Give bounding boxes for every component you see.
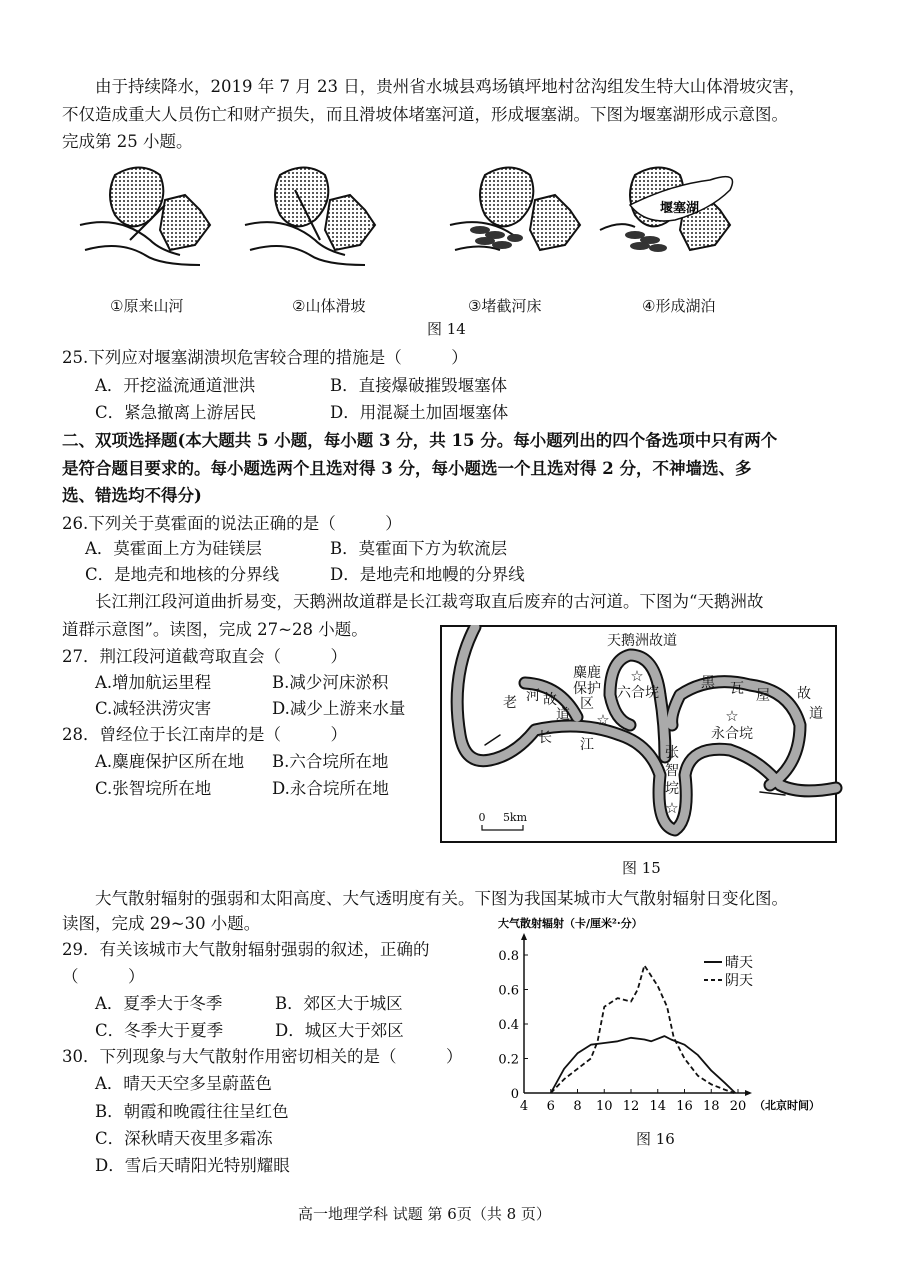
scale-bar-label: 0	[478, 811, 486, 824]
map-label: 故	[543, 692, 557, 708]
intro-27-line: 道群示意图”。读图，完成 27~28 小题。	[62, 620, 368, 639]
panel-blocked-riverbed	[450, 168, 580, 251]
q26-option-a[interactable]: A．莫霍面上方为硅镁层	[85, 539, 262, 558]
q28-option-a[interactable]: A.麋鹿保护区所在地	[95, 752, 245, 771]
chart-legend	[704, 955, 753, 989]
q30-option-d[interactable]: D．雪后天晴阳光特别耀眼	[95, 1156, 290, 1175]
map-label: 长	[538, 730, 552, 746]
fig14-panel-label: ④形成湖泊	[642, 297, 716, 315]
intro-25-line: 完成第 25 小题。	[62, 132, 193, 151]
chart-ylabel: 大气散射辐射（卡/厘米²·分）	[498, 917, 643, 930]
fig14-panel-label: ①原来山河	[110, 297, 184, 315]
intro-29-line: 读图，完成 29~30 小题。	[62, 914, 261, 933]
q29-option-b[interactable]: B．郊区大于城区	[275, 994, 403, 1013]
star-icon: ☆	[665, 799, 679, 817]
y-tick-label: 0.8	[498, 949, 519, 964]
q25-option-d[interactable]: D．用混凝土加固堰塞体	[330, 403, 509, 422]
figure-15-map	[440, 625, 860, 845]
q25-option-c[interactable]: C．紧急撤离上游居民	[95, 403, 257, 422]
map-label: 保护	[573, 681, 601, 697]
q28-stem: 28．曾经位于长江南岸的是（ ）	[62, 725, 347, 744]
q25-option-a[interactable]: A．开挖溢流通道泄洪	[95, 376, 256, 395]
q30-option-c[interactable]: C．深秋晴天夜里多霜冻	[95, 1129, 273, 1148]
section-2-header: 选、错选均不得分)	[62, 486, 202, 505]
map-label: 道	[556, 707, 570, 723]
x-tick-label: 8	[573, 1099, 582, 1114]
q25-option-b[interactable]: B．直接爆破摧毁堰塞体	[330, 376, 508, 395]
q26-stem: 26.下列关于莫霍面的说法正确的是（ ）	[62, 514, 402, 533]
map-title: 天鹅洲故道	[607, 633, 677, 649]
x-tick-label: 4	[519, 1099, 529, 1114]
panel-original-river	[80, 168, 210, 266]
panel-landslide	[245, 168, 375, 266]
map-label: 江	[580, 737, 594, 753]
q26-option-b[interactable]: B．莫霍面下方为软流层	[330, 539, 508, 558]
q26-option-c[interactable]: C．是地壳和地核的分界线	[85, 565, 280, 584]
q27-stem: 27．荆江段河道截弯取直会（ ）	[62, 647, 347, 666]
panel-lake-formed	[600, 168, 733, 253]
fig15-caption: 图 15	[622, 859, 661, 877]
x-axis-arrow	[745, 1090, 752, 1096]
q29-stem: 29．有关该城市大气散射辐射强弱的叙述，正确的	[62, 940, 430, 959]
fig14-panel-label: ③堵截河床	[468, 297, 542, 315]
x-tick-label: 6	[546, 1099, 555, 1114]
y-tick-label: 0.4	[498, 1018, 519, 1033]
figure-14-diagram	[70, 155, 770, 295]
map-label: 道	[809, 706, 823, 722]
map-label: 瓦	[730, 681, 744, 697]
map-label: 麋鹿	[573, 665, 601, 681]
series-line-sunny	[551, 1036, 736, 1093]
q29-stem-paren: （ ）	[62, 967, 145, 986]
fig14-caption: 图 14	[427, 320, 466, 338]
x-tick-label: 16	[676, 1099, 693, 1114]
map-label: 永合垸	[711, 726, 753, 742]
map-label: 屋	[756, 688, 770, 704]
map-label: 张	[665, 745, 679, 761]
q28-option-c[interactable]: C.张智垸所在地	[95, 779, 212, 798]
q26-option-d[interactable]: D．是地壳和地幔的分界线	[330, 565, 525, 584]
intro-25-line: 由于持续降水，2019 年 7 月 23 日，贵州省水城县鸡场镇坪地村岔沟组发生特大山体滑坡灾害，	[95, 77, 806, 96]
page-footer: 高一地理学科 试题 第 6页（共 8 页）	[298, 1205, 551, 1223]
x-tick-label: 12	[622, 1099, 640, 1114]
q30-option-a[interactable]: A．晴天天空多呈蔚蓝色	[95, 1074, 272, 1093]
q29-option-a[interactable]: A．夏季大于冬季	[95, 994, 223, 1013]
section-2-header: 二、双项选择题(本大题共 5 小题，每小题 3 分，共 15 分。每小题列出的四个备选项中只有两个	[62, 431, 778, 450]
q28-option-d[interactable]: D.永合垸所在地	[272, 779, 389, 798]
map-label: 黑	[701, 675, 715, 691]
map-label: 区	[580, 696, 594, 712]
y-tick-label: 0	[510, 1087, 519, 1102]
y-tick-label: 0.6	[498, 983, 519, 999]
q28-option-b[interactable]: B.六合垸所在地	[272, 752, 389, 771]
x-tick-label: 10	[595, 1099, 613, 1114]
x-tick-label: 14	[649, 1099, 667, 1114]
q27-option-c[interactable]: C.减轻洪涝灾害	[95, 699, 212, 718]
intro-29-line: 大气散射辐射的强弱和太阳高度、大气透明度有关。下图为我国某城市大气散射辐射日变化图。	[95, 889, 788, 908]
star-icon: ☆	[596, 711, 610, 729]
lake-label: 堰塞湖	[660, 201, 700, 216]
map-label: 老	[503, 695, 517, 711]
section-2-header: 是符合题目要求的。每小题选两个且选对得 3 分，每小题选一个且选对得 2 分，不神墙选、多	[62, 459, 752, 478]
map-label: 河	[526, 688, 540, 704]
chart-xlabel: （北京时间）	[754, 1099, 820, 1112]
fig16-caption: 图 16	[636, 1130, 675, 1148]
y-tick-label: 0.2	[498, 1052, 519, 1068]
map-label: 垸	[665, 781, 679, 797]
q29-option-c[interactable]: C．冬季大于夏季	[95, 1021, 224, 1040]
intro-25-line: 不仅造成重大人员伤亡和财产损失，而且滑坡体堵塞河道，形成堰塞湖。下图为堰塞湖形成示意图。	[62, 105, 788, 124]
q30-stem: 30．下列现象与大气散射作用密切相关的是（ ）	[62, 1047, 463, 1066]
x-tick-label: 18	[702, 1099, 720, 1114]
scale-bar-label: 5km	[502, 811, 528, 824]
star-icon: ☆	[630, 667, 644, 685]
y-axis-arrow	[521, 933, 527, 940]
q29-option-d[interactable]: D．城区大于郊区	[275, 1021, 404, 1040]
figure-16-chart	[490, 910, 860, 1120]
q27-option-b[interactable]: B.减少河床淤积	[272, 673, 389, 692]
legend-label: 晴天	[725, 955, 753, 971]
fig14-panel-label: ②山体滑坡	[292, 297, 366, 315]
x-tick-label: 20	[729, 1099, 747, 1114]
q27-option-a[interactable]: A.增加航运里程	[95, 673, 212, 692]
star-icon: ☆	[725, 707, 739, 725]
map-label: 故	[797, 686, 811, 702]
map-label: 智	[665, 763, 679, 779]
intro-27-line: 长江荆江段河道曲折易变，天鹅洲故道群是长江裁弯取直后废弃的古河道。下图为“天鹅洲故	[95, 592, 764, 611]
map-label: 六合垸	[617, 685, 659, 701]
q30-option-b[interactable]: B．朝霞和晚霞往往呈红色	[95, 1102, 289, 1121]
series-line-cloudy	[551, 965, 734, 1093]
q25-stem: 25.下列应对堰塞湖溃坝危害较合理的措施是（ ）	[62, 348, 468, 367]
legend-label: 阴天	[725, 973, 753, 989]
q27-option-d[interactable]: D.减少上游来水量	[272, 699, 406, 718]
